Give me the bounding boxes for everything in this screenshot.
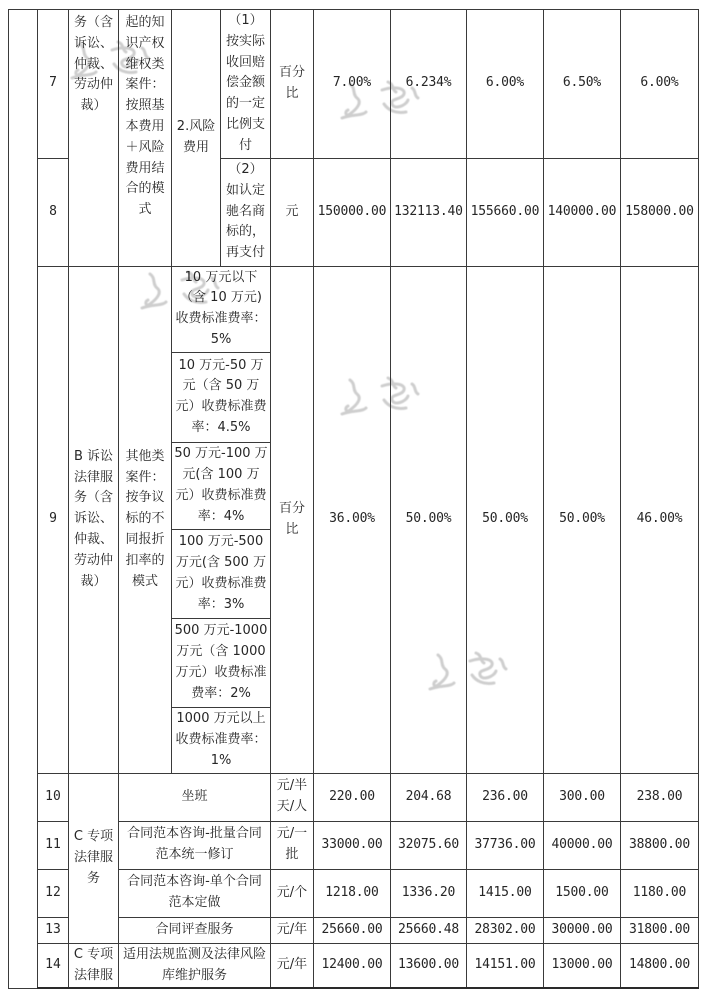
value-cell: 6.00% (621, 10, 699, 159)
description-cell: 起的知识产权维权类案件：按照基本费用＋风险费用结合的模式 (119, 10, 172, 267)
row-number: 10 (38, 773, 69, 821)
value-cell: 46.00% (621, 266, 699, 773)
value-cell: 37736.00 (467, 821, 544, 869)
value-cell: 140000.00 (544, 158, 621, 266)
service-cell: 适用法规监测及法律风险库维护服务 (119, 943, 271, 988)
unit-cell: 元/半天/人 (271, 773, 314, 821)
value-cell: 33000.00 (314, 821, 391, 869)
value-cell: 28302.00 (467, 917, 544, 943)
value-cell: 13600.00 (391, 943, 467, 988)
value-cell: 25660.00 (314, 917, 391, 943)
tier-cell: 100 万元-500 万元(含 500 万元）收费标准费率：3% (172, 529, 271, 618)
criteria-cell: （2）如认定驰名商标的，再支付 (221, 158, 271, 266)
value-cell: 30000.00 (544, 917, 621, 943)
value-cell: 1415.00 (467, 869, 544, 917)
service-cell: 合同评查服务 (119, 917, 271, 943)
tier-cell: 10 万元以下（含 10 万元)收费标准费率：5% (172, 266, 271, 352)
value-cell: 32075.60 (391, 821, 467, 869)
value-cell: 6.50% (544, 10, 621, 159)
row-number: 13 (38, 917, 69, 943)
value-cell: 36.00% (314, 266, 391, 773)
unit-cell: 元/个 (271, 869, 314, 917)
fee-type-cell: 2.风险费用 (172, 10, 221, 267)
unit-cell: 元/年 (271, 943, 314, 988)
value-cell: 236.00 (467, 773, 544, 821)
value-cell: 50.00% (467, 266, 544, 773)
value-cell: 1180.00 (621, 869, 699, 917)
value-cell: 13000.00 (544, 943, 621, 988)
value-cell: 155660.00 (467, 158, 544, 266)
row-number: 8 (38, 158, 69, 266)
value-cell: 204.68 (391, 773, 467, 821)
value-cell: 6.234% (391, 10, 467, 159)
row-number: 9 (38, 266, 69, 773)
row-number: 7 (38, 10, 69, 159)
table-row (9, 773, 699, 821)
table-row (9, 266, 699, 352)
value-cell: 7.00% (314, 10, 391, 159)
tier-cell: 50 万元-100 万元(含 100 万元）收费标准费率：4% (172, 442, 271, 529)
value-cell: 50.00% (391, 266, 467, 773)
service-cell: 合同范本咨询-批量合同范本统一修订 (119, 821, 271, 869)
value-cell: 238.00 (621, 773, 699, 821)
category-cell: B 诉讼法律服务（含诉讼、仲裁、劳动仲裁） (69, 266, 119, 773)
unit-cell: 百分比 (271, 10, 314, 159)
value-cell: 25660.48 (391, 917, 467, 943)
table-row (9, 10, 699, 159)
description-cell: 其他类案件：按争议标的不同报折扣率的模式 (119, 266, 172, 773)
value-cell: 12400.00 (314, 943, 391, 988)
criteria-cell: （1）按实际收回赔偿金额的一定比例支付 (221, 10, 271, 159)
service-cell: 坐班 (119, 773, 271, 821)
unit-cell: 元/年 (271, 917, 314, 943)
row-number: 14 (38, 943, 69, 988)
unit-cell: 元/一批 (271, 821, 314, 869)
tier-cell: 10 万元-50 万元（含 50 万元）收费标准费率：4.5% (172, 352, 271, 442)
table-row (9, 943, 699, 988)
value-cell: 1336.20 (391, 869, 467, 917)
value-cell: 50.00% (544, 266, 621, 773)
tier-cell: 500 万元-1000 万元（含 1000 万元）收费标准费率：2% (172, 618, 271, 707)
value-cell: 6.00% (467, 10, 544, 159)
value-cell: 1218.00 (314, 869, 391, 917)
row-number: 12 (38, 869, 69, 917)
service-cell: 合同范本咨询-单个合同范本定做 (119, 869, 271, 917)
value-cell: 132113.40 (391, 158, 467, 266)
value-cell: 1500.00 (544, 869, 621, 917)
unit-cell: 元 (271, 158, 314, 266)
value-cell: 220.00 (314, 773, 391, 821)
row-number: 11 (38, 821, 69, 869)
value-cell: 40000.00 (544, 821, 621, 869)
value-cell: 300.00 (544, 773, 621, 821)
unit-cell: 百分比 (271, 266, 314, 773)
value-cell: 158000.00 (621, 158, 699, 266)
category-cell: 务（含诉讼、仲裁、劳动仲裁） (69, 10, 119, 267)
value-cell: 14800.00 (621, 943, 699, 988)
left-margin-cell (9, 10, 38, 989)
value-cell: 150000.00 (314, 158, 391, 266)
category-cell: C 专项法律服务 (69, 773, 119, 943)
category-cell: C 专项法律服 (69, 943, 119, 988)
value-cell: 31800.00 (621, 917, 699, 943)
tier-cell: 1000 万元以上收费标准费率：1% (172, 707, 271, 773)
value-cell: 38800.00 (621, 821, 699, 869)
value-cell: 14151.00 (467, 943, 544, 988)
fee-schedule-table (8, 9, 699, 989)
